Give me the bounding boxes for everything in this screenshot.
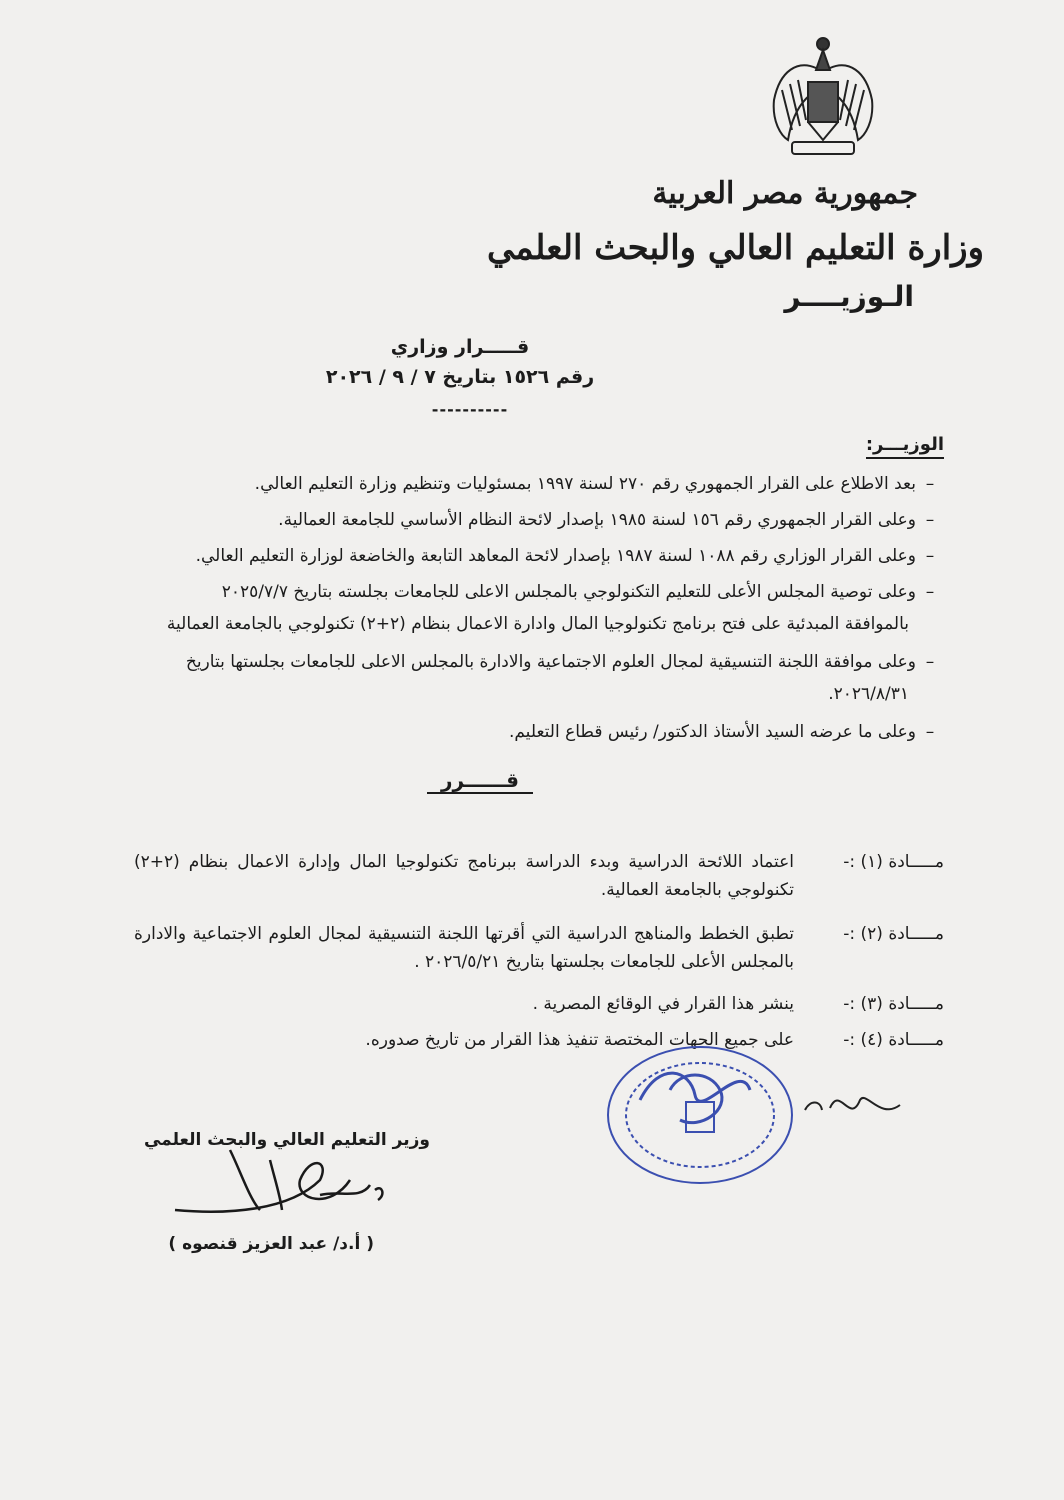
article-label: مـــــادة (٤) :- bbox=[843, 1030, 944, 1050]
article-label: مـــــادة (٢) :- bbox=[843, 924, 944, 944]
article-label: مـــــادة (٣) :- bbox=[843, 994, 944, 1014]
article-text: على جميع الجهات المختصة تنفيذ هذا القرار من تاريخ صدوره. bbox=[365, 1030, 794, 1050]
official-stamp-icon bbox=[600, 1040, 800, 1190]
preamble-item-continuation: ٢٠٢٦/٨/٣١. bbox=[828, 684, 909, 704]
signatory-title: وزير التعليم العالي والبحث العلمي bbox=[143, 1130, 430, 1150]
republic-heading: جمهورية مصر العربية bbox=[652, 176, 918, 211]
preamble-label: الوزيـــر: bbox=[866, 433, 944, 459]
decides-heading: قــــــرر bbox=[380, 768, 580, 792]
ministry-heading: وزارة التعليم العالي والبحث العلمي bbox=[486, 228, 984, 268]
initials-signature-icon bbox=[800, 1080, 910, 1130]
article-label: مـــــادة (١) :- bbox=[843, 852, 944, 872]
eagle-emblem-icon bbox=[768, 30, 878, 162]
article-text: اعتماد اللائحة الدراسية وبدء الدراسة ببرنامج تكنولوجيا المال وإدارة الاعمال بنظام (٢+٢) تكنولوجي بالجامعة العمالية. bbox=[134, 852, 794, 900]
decision-separator: ---------- bbox=[431, 400, 509, 419]
minister-heading: الـوزيــــر bbox=[784, 280, 914, 313]
decision-title: قـــــرار وزاري bbox=[390, 336, 530, 358]
handwritten-signature-icon bbox=[170, 1140, 390, 1230]
article-text: تطبق الخطط والمناهج الدراسية التي أقرتها اللجنة التنسيقية لمجال العلوم الاجتماعية والادارة بالمجلس الأعلى للجامعات بجلستها بتاريخ ٢٠٢٦/٥/٢١ . bbox=[134, 924, 794, 972]
preamble-item: –وعلى ما عرضه السيد الأستاذ الدكتور/ رئيس قطاع التعليم. bbox=[508, 722, 935, 742]
signatory-name: ( أ.د/ عبد العزيز قنصوه ) bbox=[168, 1234, 374, 1254]
preamble-item: –بعد الاطلاع على القرار الجمهوري رقم ٢٧٠ لسنة ١٩٩٧ بمسئوليات وتنظيم وزارة التعليم العالي. bbox=[254, 474, 935, 494]
preamble-item: –وعلى القرار الوزاري رقم ١٠٨٨ لسنة ١٩٨٧ بإصدار لائحة المعاهد التابعة والخاضعة لوزارة التعليم العالي. bbox=[195, 546, 935, 566]
article-text: ينشر هذا القرار في الوقائع المصرية . bbox=[532, 994, 794, 1014]
preamble-item: –وعلى موافقة اللجنة التنسيقية لمجال العلوم الاجتماعية والادارة بالمجلس الاعلى للجامعات بجلستها بتاريخ bbox=[185, 652, 935, 672]
preamble-item: –وعلى القرار الجمهوري رقم ١٥٦ لسنة ١٩٨٥ بإصدار لائحة النظام الأساسي للجامعة العمالية. bbox=[278, 510, 935, 530]
preamble-item-continuation: بالموافقة المبدئية على فتح برنامج تكنولوجيا المال وادارة الاعمال بنظام (٢+٢) تكنولوجي بالجامعة العمالية bbox=[166, 614, 909, 634]
preamble-item: –وعلى توصية المجلس الأعلى للتعليم التكنولوجي بالمجلس الاعلى للجامعات بجلسته بتاريخ ٢٠٢٥/٧/٧ bbox=[221, 582, 935, 602]
decision-number: رقم ١٥٢٦ بتاريخ ٧ / ٩ / ٢٠٢٦ bbox=[325, 366, 595, 388]
